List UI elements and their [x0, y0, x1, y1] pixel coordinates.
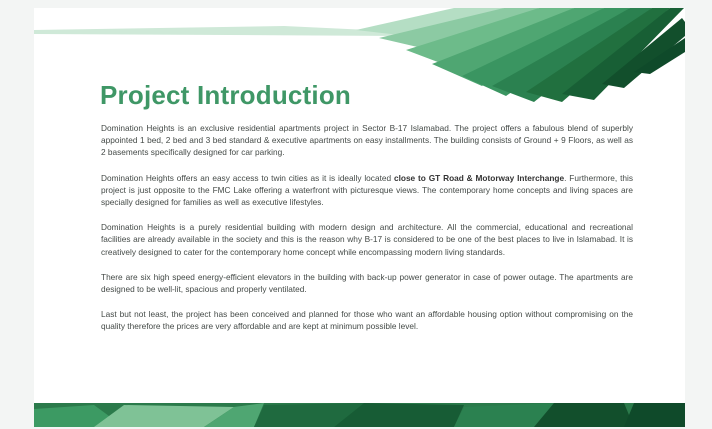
document-page: [34, 8, 685, 427]
body-text: [101, 122, 633, 346]
paragraph-3: Domination Heights is a purely residential building with modern design and architecture. All the commercial, educational and recreational facilities are already available in the society and this is the reason why B-17 is considered to be one of the best places to live in Islamabad. It is creatively designed to cater for the contemporary home concept while encompassing modern living standards.: [101, 222, 633, 257]
paragraph-4: There are six high speed energy-efficient elevators in the building with back-up power generator in case of power outage. The apartments are designed to be well-lit, spacious and properly ventilated.: [101, 271, 633, 295]
paragraph-2: Domination Heights offers an easy access to twin cities as it is ideally located close to GT Road & Motorway Interchange. Furthermore, this project is just opposite to the FMC Lake offering a waterfront with picturesque views. The contemporary home concepts and living spaces are specially designed for families as well as executive lifestyles.: [101, 172, 633, 208]
paragraph-5: Last but not least, the project has been conceived and planned for those who want an affordable housing option without compromising on the quality therefore the prices are very affordable and are kept at minimum possible level.: [101, 309, 633, 332]
highlight-text: close to GT Road & Motorway Interchange: [393, 172, 565, 183]
paragraph-1: Domination Heights is an exclusive residential apartments project in Sector B-17 Islamabad. The project offers a fabulous blend of superbly appointed 1 bed, 2 bed and 3 bed standard & executive apartments on easy installments. The building consists of Ground + 9 Floors, as well as 2 basements specifically designed for car parking.: [101, 123, 633, 158]
leaf-decoration-bottom: [34, 403, 685, 427]
page-title: Project Introduction: [100, 80, 351, 110]
